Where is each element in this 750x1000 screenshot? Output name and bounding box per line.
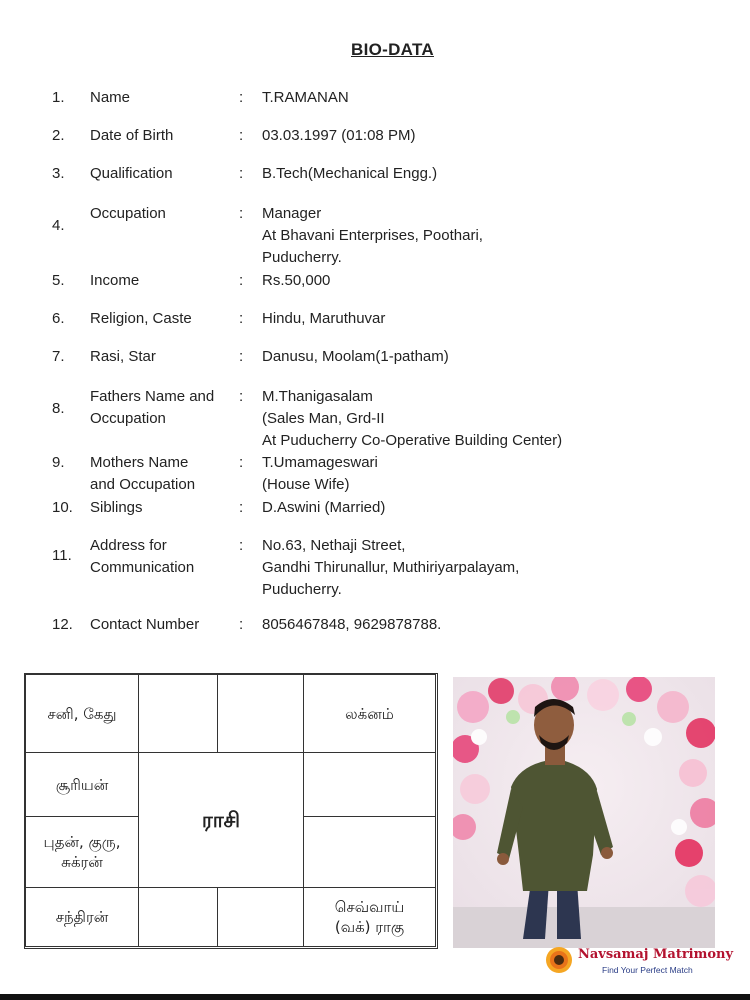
row-label <box>90 535 235 579</box>
row-value-line: Rs.50,000 <box>262 272 331 289</box>
brand-logo <box>544 945 734 979</box>
row-label <box>90 614 235 636</box>
row-value <box>262 452 732 496</box>
sunflower-icon <box>546 947 572 973</box>
row-colon: : <box>239 388 244 405</box>
row-value <box>262 614 732 636</box>
house-text <box>44 832 121 872</box>
row-label-line: Qualification <box>90 165 173 182</box>
house-planet-line: செவ்வாய் <box>334 898 405 916</box>
house-text <box>345 704 394 724</box>
house-planet-line: சூரியன் <box>55 775 109 794</box>
row-colon: : <box>239 205 244 222</box>
row-label <box>90 386 235 430</box>
row-value-line: 03.03.1997 (01:08 PM) <box>262 127 416 144</box>
row-value-line: T.RAMANAN <box>262 89 349 106</box>
row-value <box>262 270 732 292</box>
row-value-line: Hindu, Maruthuvar <box>262 310 386 327</box>
house-planet-line: புதன், குரு, <box>43 833 121 851</box>
row-colon: : <box>239 499 244 516</box>
house-planet-line: சந்திரன் <box>55 908 109 926</box>
house-text <box>47 704 116 724</box>
row-label <box>90 203 235 225</box>
row-value-line: D.Aswini (Married) <box>262 499 386 516</box>
row-number: 11. <box>52 547 72 564</box>
house-text <box>56 907 109 927</box>
row-value <box>262 308 732 330</box>
row-value-line: Gandhi Thirunallur, Muthiriyarpalayam, <box>262 559 520 576</box>
row-value-line: Puducherry. <box>262 581 342 598</box>
row-colon: : <box>239 272 244 289</box>
row-label-line: Occupation <box>90 205 166 222</box>
row-label <box>90 346 235 368</box>
house-text <box>56 775 109 795</box>
row-colon: : <box>239 537 244 554</box>
row-label <box>90 163 235 185</box>
row-colon: : <box>239 454 244 471</box>
row-value <box>262 203 732 269</box>
row-value <box>262 346 732 368</box>
house-planet-line: லக்னம் <box>345 704 394 723</box>
row-label <box>90 452 235 496</box>
row-label <box>90 497 235 519</box>
row-label <box>90 270 235 292</box>
row-colon: : <box>239 616 244 633</box>
row-value-line: 8056467848, 9629878788. <box>262 616 442 633</box>
row-value-line: No.63, Nethaji Street, <box>262 537 406 554</box>
row-label <box>90 125 235 147</box>
row-number: 5. <box>52 272 65 289</box>
house-planet-line: சுக்ரன் <box>61 853 103 871</box>
row-value <box>262 163 732 185</box>
row-value-line: (House Wife) <box>262 476 350 493</box>
row-value <box>262 125 732 147</box>
row-value <box>262 386 732 452</box>
row-number: 10. <box>52 499 73 516</box>
row-label <box>90 87 235 109</box>
row-colon: : <box>239 127 244 144</box>
row-value <box>262 535 732 601</box>
house-top-right <box>303 674 436 753</box>
row-number: 1. <box>52 89 65 106</box>
row-label-line: Name <box>90 89 131 106</box>
house-right-2 <box>303 752 436 817</box>
row-label-line: Contact Number <box>90 616 200 633</box>
house-bottom-2 <box>138 887 218 947</box>
row-value-line: B.Tech(Mechanical Engg.) <box>262 165 438 182</box>
house-top-2 <box>138 674 218 753</box>
row-value-line: Danusu, Moolam(1-patham) <box>262 348 449 365</box>
row-label-line: Mothers Name <box>90 454 189 471</box>
house-top-left <box>25 674 139 753</box>
row-value-line: M.Thanigasalam <box>262 388 373 405</box>
row-value-line: At Puducherry Co-Operative Building Center) <box>262 432 563 449</box>
row-number: 3. <box>52 165 65 182</box>
row-colon: : <box>239 310 244 327</box>
row-label-line: Religion, Caste <box>90 310 192 327</box>
row-number: 9. <box>52 454 65 471</box>
row-value-line: Manager <box>262 205 322 222</box>
house-text <box>335 897 404 937</box>
row-number: 6. <box>52 310 65 327</box>
brand-tagline: Find Your Perfect Match <box>602 965 693 975</box>
row-colon: : <box>239 165 244 182</box>
house-planet-line: (வக்) ராகு <box>334 918 405 936</box>
house-right-3 <box>303 816 436 888</box>
row-label-line: Rasi, Star <box>90 348 156 365</box>
row-value-line: Puducherry. <box>262 249 342 266</box>
row-label-line: Communication <box>90 559 195 576</box>
row-label <box>90 308 235 330</box>
row-colon: : <box>239 348 244 365</box>
row-label-line: Income <box>90 272 140 289</box>
horoscope-chart <box>24 673 438 949</box>
row-label-line: Occupation <box>90 410 166 427</box>
row-number: 4. <box>52 217 65 234</box>
page-title: BIO-DATA <box>351 40 434 59</box>
row-label-line: Fathers Name and <box>90 388 215 405</box>
row-value <box>262 87 732 109</box>
row-value-line: T.Umamageswari <box>262 454 378 471</box>
row-value <box>262 497 732 519</box>
house-top-3 <box>217 674 304 753</box>
row-label-line: Siblings <box>90 499 143 516</box>
house-bottom-right <box>303 887 436 947</box>
house-left-3 <box>25 816 139 888</box>
row-number: 7. <box>52 348 65 365</box>
house-bottom-left <box>25 887 139 947</box>
row-value-line: (Sales Man, Grd-II <box>262 410 385 427</box>
row-value-line: At Bhavani Enterprises, Poothari, <box>262 227 483 244</box>
house-planet-line: சனி, கேது <box>47 704 117 723</box>
row-label-line: Address for <box>90 537 167 554</box>
row-number: 8. <box>52 400 65 417</box>
house-left-2 <box>25 752 139 817</box>
brand-name: Navsamaj Matrimony <box>578 947 734 962</box>
profile-photo <box>453 677 715 948</box>
bottom-border <box>0 994 750 1000</box>
row-number: 2. <box>52 127 65 144</box>
row-colon: : <box>239 89 244 106</box>
row-number: 12. <box>52 616 73 633</box>
row-label-line: and Occupation <box>90 476 196 493</box>
house-bottom-3 <box>217 887 304 947</box>
rasi-center-label: ராசி <box>201 808 241 832</box>
row-label-line: Date of Birth <box>90 127 174 144</box>
